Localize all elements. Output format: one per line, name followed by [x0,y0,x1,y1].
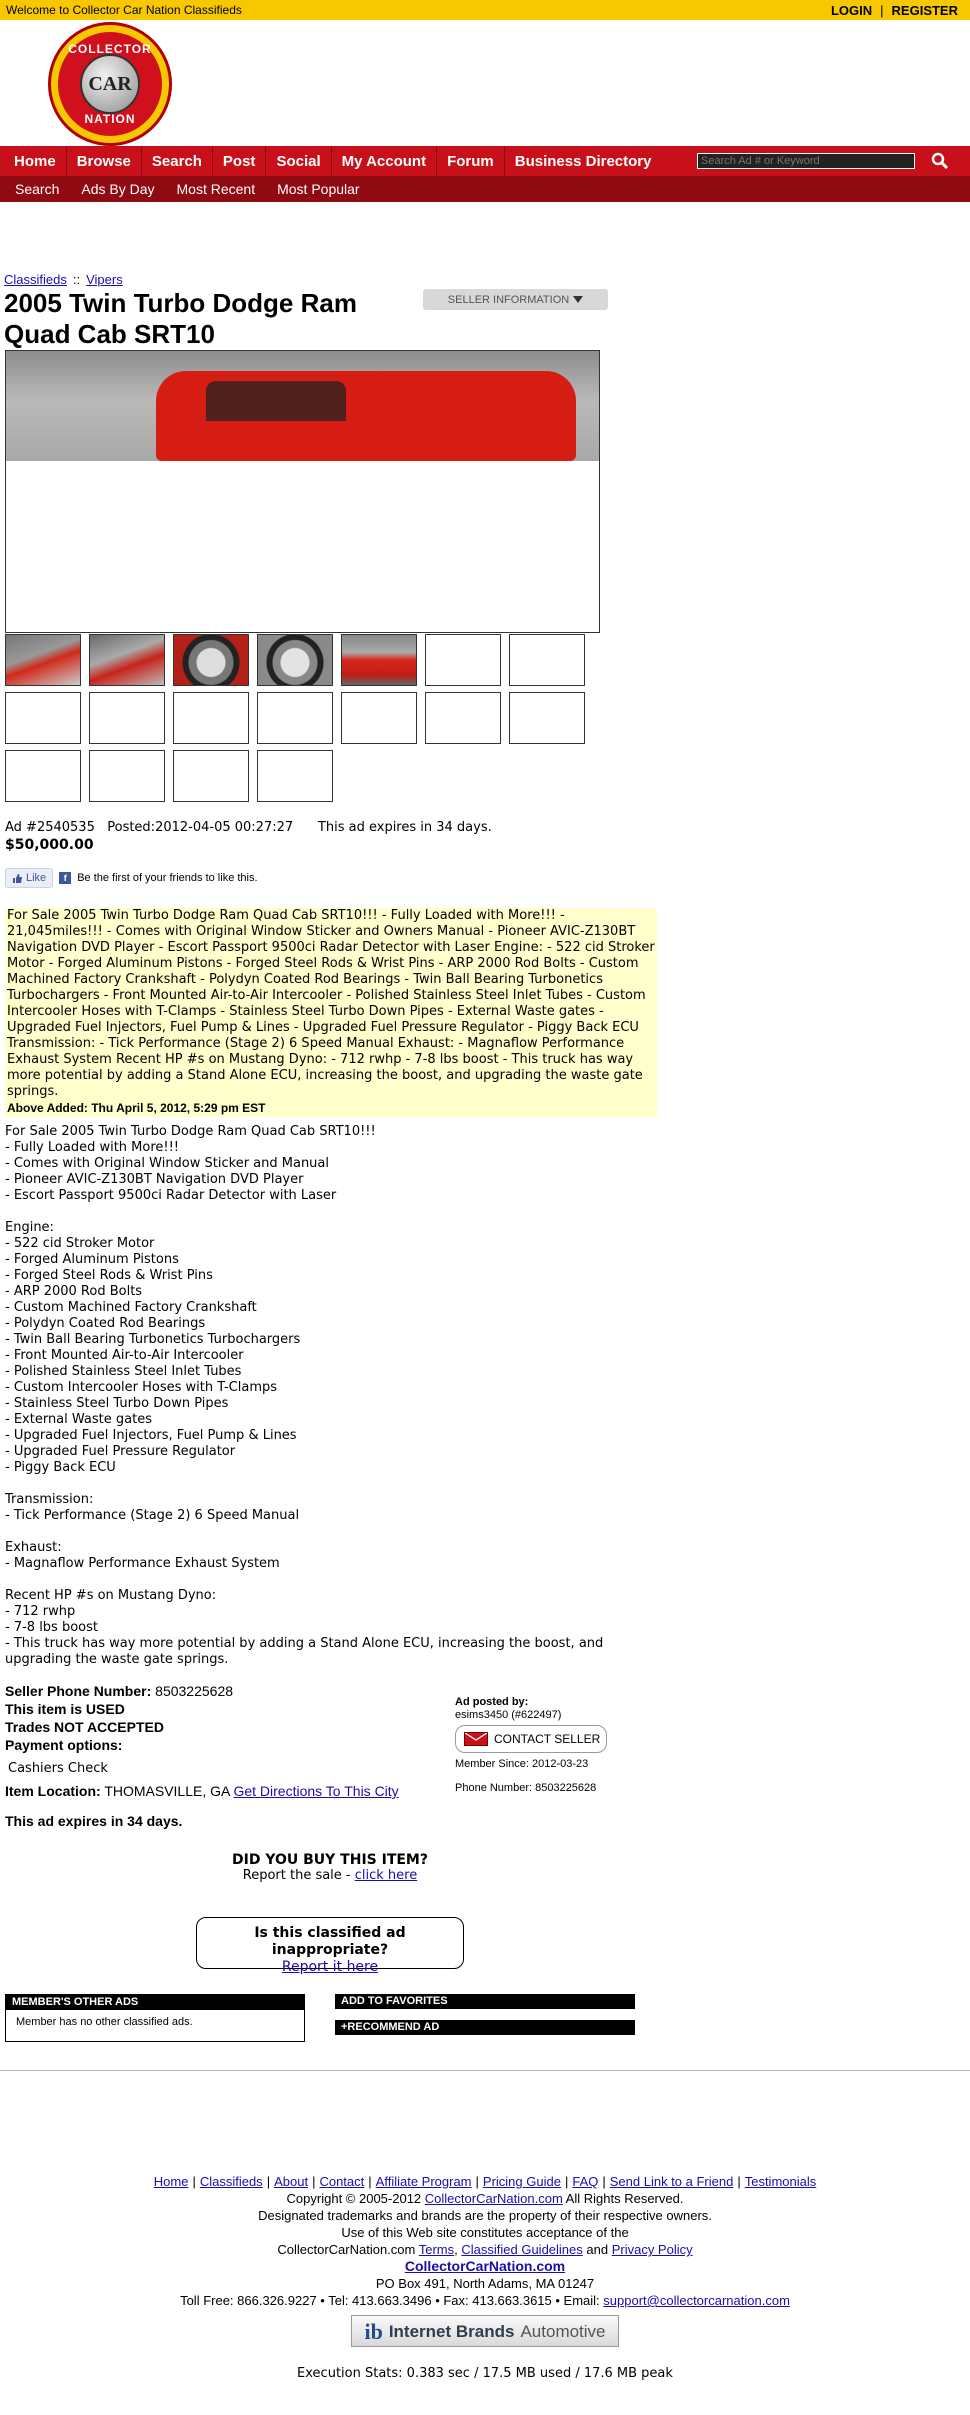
ib-automotive: Automotive [520,2321,606,2341]
payment-label: Payment options: [5,1737,123,1753]
logo-center: CAR [80,54,140,114]
contact-seller-button[interactable] [455,1725,607,1753]
thumbnail[interactable] [173,634,249,686]
poster-phone: Phone Number: 8503225628 [455,1782,597,1794]
item-location-row [5,1782,399,1800]
nav-my-account[interactable]: My Account [332,146,437,176]
thumbs-up-icon [12,873,23,884]
seller-information-label: SELLER INFORMATION [447,293,570,306]
nav-post[interactable]: Post [213,146,267,176]
ad-meta [5,820,492,835]
footer-link-classifieds[interactable]: Classifieds [199,2174,263,2189]
link-separator: | [880,2,884,18]
thumbnail[interactable] [5,634,81,686]
logo-text-top: COLLECTOR [68,42,152,56]
seller-phone: 8503225628 [155,1683,234,1699]
report-sale-link[interactable]: click here [354,1868,418,1883]
search-input[interactable] [697,153,915,169]
nav-browse[interactable]: Browse [67,146,142,176]
ib-mark: ib [364,2318,383,2344]
copyright-link[interactable]: CollectorCarNation.com [424,2191,563,2206]
breadcrumb-separator: :: [72,272,81,287]
trades-status: Trades NOT ACCEPTED [5,1719,164,1735]
ad-info-line: Ad #2540535 Posted:2012-04-05 00:27:27 This ad expires in 34 days. [5,820,492,835]
subnav-ads-by-day[interactable]: Ads By Day [81,181,155,197]
facebook-like [5,868,258,888]
seller-phone-row [5,1682,399,1700]
breadcrumb-vipers[interactable]: Vipers [86,272,123,287]
report-link[interactable]: Report it here [281,1959,379,1975]
thumbnail-empty [425,634,501,686]
like-text: Be the first of your friends to like this. [77,872,258,884]
sub-nav [0,176,970,202]
expires-text: This ad expires in 34 days. [5,1813,183,1829]
copyright-prefix: Copyright © 2005-2012 [286,2191,425,2206]
internet-brands-logo[interactable] [351,2315,618,2347]
contact-seller-label: CONTACT SELLER [494,1732,601,1746]
logo-text-bottom: NATION [84,112,136,126]
footer-link-pricing-guide[interactable]: Pricing Guide [482,2174,561,2189]
thumbnail-empty [89,750,165,802]
subnav-most-popular[interactable]: Most Popular [277,181,360,197]
item-condition: This item is USED [5,1701,125,1717]
facebook-icon: f [59,872,71,884]
divider [0,2070,970,2071]
report-ad-box [196,1917,464,1975]
posted-by [455,1696,561,1722]
seller-information-button[interactable] [423,289,608,310]
contact-numbers: Toll Free: 866.326.9227 • Tel: 413.663.3496 • Fax: 413.663.3615 • Email: [180,2293,604,2308]
members-other-ads-body: Member has no other classified ads. [16,2016,193,2028]
terms-and: and [582,2242,612,2257]
footer-link-send-to-friend[interactable]: Send Link to a Friend [609,2174,734,2189]
posted-by-label: Ad posted by: [455,1696,529,1708]
copyright [0,2190,970,2207]
thumbnail[interactable] [341,634,417,686]
use-text: Use of this Web site constitutes acceptance of the [341,2225,629,2240]
address: PO Box 491, North Adams, MA 01247 [375,2276,595,2291]
contact-line [0,2292,970,2309]
payment-option: Cashiers Check [8,1761,108,1776]
footer-link-testimonials[interactable]: Testimonials [744,2174,817,2189]
footer-link-faq[interactable]: FAQ [572,2174,599,2189]
trademarks-text: Designated trademarks and brands are the property of their respective owners. [258,2208,712,2223]
footer-link-affiliate[interactable]: Affiliate Program [375,2174,472,2189]
terms-line: CollectorCarNation.com Terms, Classified Guidelines and Privacy Policy [277,2242,693,2257]
bought-heading: DID YOU BUY THIS ITEM? [232,1852,428,1868]
truck-window [206,381,346,421]
mail-icon [464,1732,488,1746]
thumbnail-empty [509,634,585,686]
ad-summary [5,908,657,1117]
thumbnail-empty [509,692,585,744]
seller-phone-label: Seller Phone Number: [5,1683,152,1699]
terms-prefix: CollectorCarNation.com [277,2242,419,2257]
thumbnail[interactable] [89,634,165,686]
summary-text: For Sale 2005 Twin Turbo Dodge Ram Quad Cab SRT10!!! - Fully Loaded with More!!! - 21,045miles!!! - Comes with Original Window Sticker and Owners Manual - Pioneer AVIC-Z130BT Navigation DVD Player - Escort Passport 9500ci Radar Detector with Laser Engine: - 522 cid Stroker Motor - Forged Aluminum Pistons - Forged Steel Rods & Wrist Pins - ARP 2000 Rod Bolts - Custom Machined Factory Crankshaft - Polydyn Coated Rod Bearings - Twin Ball Bearing Turbonetics Turbochargers - Front Mounted Air-to-Air Intercooler - Polished Stainless Steel Inlet Tubes - Custom Intercooler Hoses with T-Clamps - Stainless Steel Turbo Down Pipes - External Waste gates - Upgraded Fuel Injectors, Fuel Pump & Lines - Upgraded Fuel Pressure Regulator - Piggy Back ECU Transmission: - Tick Performance (Stage 2) 6 Speed Manual Exhaust: - Magnaflow Performance Exhaust System Recent HP #s on Mustang Dyno: - 712 rwhp - 7-8 lbs boost - This truck has way more potential by adding a Stand Alone ECU, increasing the boost, and upgrading the waste gate springs. [7,908,655,1099]
register-link[interactable]: REGISTER [891,2,958,18]
nav-search[interactable]: Search [142,146,213,176]
member-since: Member Since: 2012-03-23 [455,1758,589,1770]
members-other-ads-heading: MEMBER'S OTHER ADS [6,1995,304,2010]
search-box [697,153,915,169]
footer-links: Home | Classifieds | About | Contact | Affiliate Program | Pricing Guide | FAQ | Send Link to a Friend | Testimonials [153,2174,817,2189]
nav-forum[interactable]: Forum [437,146,505,176]
top-bar [0,0,970,20]
breadcrumb-classifieds[interactable]: Classifieds [4,272,67,287]
nav-business-directory[interactable]: Business Directory [514,152,652,170]
thumbnail-empty [173,692,249,744]
thumbnail-empty [5,750,81,802]
login-link[interactable]: LOGIN [830,2,873,18]
like-button[interactable] [5,868,53,888]
chevron-down-icon [573,296,583,303]
ib-brands: Internet Brands [388,2321,515,2341]
execution-stats: Execution Stats: 0.383 sec / 17.5 MB used / 17.6 MB peak [297,2366,673,2381]
ad-description: For Sale 2005 Twin Turbo Dodge Ram Quad Cab SRT10!!! - Fully Loaded with More!!! - Comes with Original Window Sticker and Manual - Pioneer AVIC-Z130BT Navigation DVD Player - Escort Passport 9500ci Radar Detector with Laser Engine: - 522 cid Stroker Motor - Forged Aluminum Pistons - Forged Steel Rods & Wrist Pins - ARP 2000 Rod Bolts - Custom Machined Factory Crankshaft - Polydyn Coated Rod Bearings - Twin Ball Bearing Turbonetics Turbochargers - Front Mounted Air-to-Air Intercooler - Polished Stainless Steel Inlet Tubes - Custom Intercooler Hoses with T-Clamps - Stainless Steel Turbo Down Pipes - External Waste gates - Upgraded Fuel Injectors, Fuel Pump & Lines - Upgraded Fuel Pressure Regulator - Piggy Back ECU Transmission: - Tick Performance (Stage 2) 6 Speed Manual Exhaust: - Magnaflow Performance Exhaust System Recent HP #s on Mustang Dyno: - 712 rwhp - 7-8 lbs boost - This truck has way more potential by adding a Stand Alone ECU, increasing the boost, and upgrading the waste gate springs. [5,1124,604,1667]
directions-link[interactable]: Get Directions To This City [233,1783,399,1799]
main-photo[interactable] [5,350,600,633]
subnav-most-recent[interactable]: Most Recent [176,181,256,197]
main-nav [0,146,970,176]
item-location-label: Item Location: [5,1783,101,1799]
site-logo[interactable] [48,22,172,146]
report-heading: Is this classified ad inappropriate? [254,1925,406,1958]
added-timestamp: Above Added: Thu April 5, 2012, 5:29 pm EST [7,1101,266,1115]
thumbnail-empty [173,750,249,802]
thumbnail-empty [341,692,417,744]
thumbnail-grid [5,634,595,802]
page-title: 2005 Twin Turbo Dodge Ram Quad Cab SRT10 [4,288,357,349]
account-links [831,3,964,18]
like-label: Like [26,872,47,884]
welcome-text: Welcome to Collector Car Nation Classifieds [6,3,242,17]
thumbnail-empty [257,750,333,802]
recommend-ad-button[interactable]: +RECOMMEND AD [335,2020,635,2035]
add-to-favorites-button[interactable]: ADD TO FAVORITES [335,1994,635,2009]
nav-social[interactable]: Social [266,146,331,176]
terms-link[interactable]: Terms [418,2242,455,2257]
footer-link-home[interactable]: Home [153,2174,189,2189]
seller-details [5,1682,399,1830]
bought-item-section [0,1852,660,1884]
thumbnail-empty [89,692,165,744]
brand-link[interactable]: CollectorCarNation.com [404,2258,566,2274]
poster-username: esims3450 (#622497) [455,1709,562,1721]
price: $50,000.00 [5,837,94,853]
item-location: THOMASVILLE, GA [104,1783,230,1799]
nav-home[interactable]: Home [4,146,67,176]
copyright-suffix: All Rights Reserved. [562,2191,684,2206]
members-other-ads [5,1994,305,2042]
search-icon[interactable] [929,151,951,171]
subnav-search[interactable]: Search [15,181,60,197]
thumbnail-empty [5,692,81,744]
thumbnail[interactable] [257,634,333,686]
footer-link-about[interactable]: About [274,2174,309,2189]
bought-prefix: Report the sale - [242,1868,355,1883]
truck-photo [6,351,600,461]
footer [0,2173,970,2347]
thumbnail-empty [257,692,333,744]
privacy-link[interactable]: Privacy Policy [611,2242,693,2257]
logo-ring [58,32,162,136]
thumbnail-empty [425,692,501,744]
breadcrumb [4,272,123,287]
footer-link-contact[interactable]: Contact [319,2174,365,2189]
guidelines-link[interactable]: Classified Guidelines [461,2242,583,2257]
support-email-link[interactable]: support@collectorcarnation.com [603,2293,790,2308]
